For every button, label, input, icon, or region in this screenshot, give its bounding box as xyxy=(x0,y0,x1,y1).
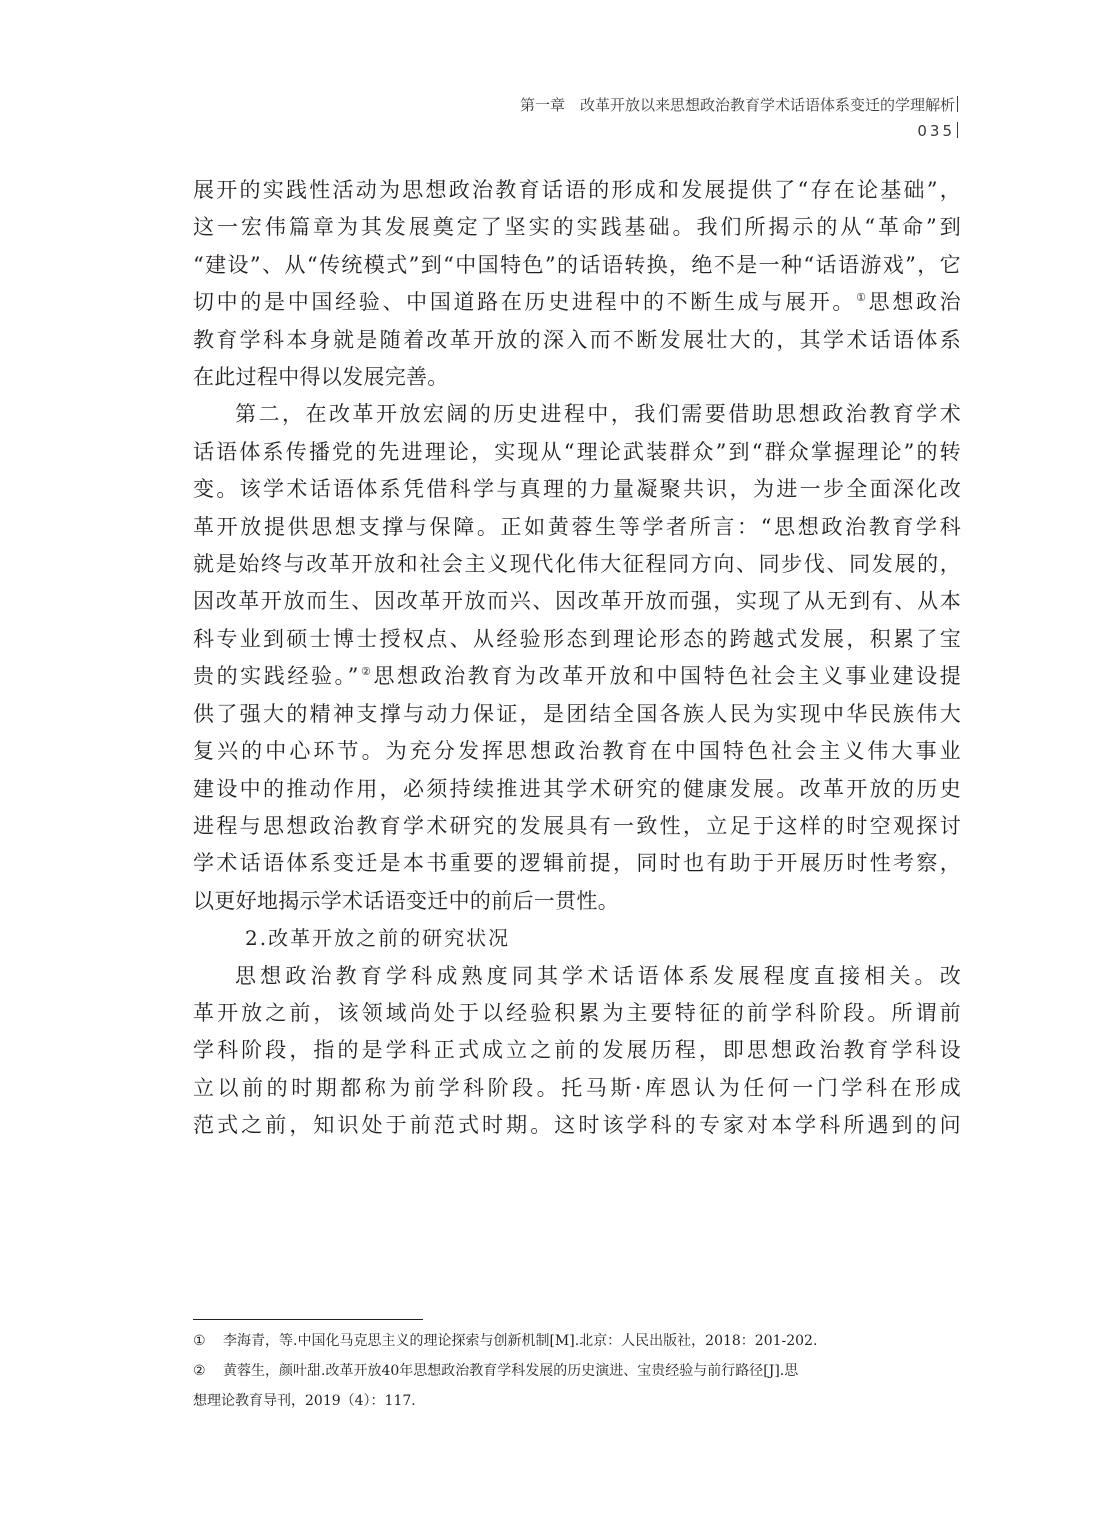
footnote-mark: ② xyxy=(193,1363,206,1379)
footnote-text: 李海青，等.中国化马克思主义的理论探索与创新机制[M].北京：人民出版社，2018：201-202. xyxy=(223,1333,818,1349)
running-head xyxy=(520,92,958,144)
text-line: 复兴的中心环节。为充分发挥思想政治教育在中国特色社会主义伟大事业 xyxy=(193,739,961,764)
footnote-1 xyxy=(193,1326,961,1356)
text-line: 第二，在改革开放宏阔的历史进程中，我们需要借助思想政治教育学术 xyxy=(235,402,961,427)
footnote-mark: ① xyxy=(193,1333,206,1349)
chapter-title: 第一章 改革开放以来思想政治教育学术话语体系变迁的学理解析 xyxy=(520,92,958,118)
text-line: 供了强大的精神支撑与动力保证，是团结全国各族人民为实现中华民族伟大 xyxy=(193,701,961,726)
text-line: 切中的是中国经验、中国道路在历史进程中的不断生成与展开。①思想政治 xyxy=(193,290,961,315)
footnote-text: 黄蓉生，颜叶甜.改革开放40年思想政治教育学科发展的历史演进、宝贵经验与前行路径[J].思 xyxy=(223,1363,799,1379)
text-line: 话语体系传播党的先进理论，实现从“理论武装群众”到“群众掌握理论”的转 xyxy=(193,439,961,464)
text-line: 范式之前，知识处于前范式时期。这时该学科的专家对本学科所遇到的问 xyxy=(193,1113,961,1138)
text-line: 就是始终与改革开放和社会主义现代化伟大征程同方向、同步伐、同发展的， xyxy=(193,552,961,577)
section-heading: 2.改革开放之前的研究状况 xyxy=(245,926,511,951)
text-line: 学科阶段，指的是学科正式成立之前的发展历程，即思想政治教育学科设 xyxy=(193,1038,961,1063)
paragraph-2 xyxy=(193,396,961,920)
text-line: 建设中的推动作用，必须持续推进其学术研究的健康发展。改革开放的历史 xyxy=(193,776,961,801)
text-line: 思想政治教育学科成熟度同其学术话语体系发展程度直接相关。改 xyxy=(235,963,961,988)
text-line: 革开放提供思想支撑与保障。正如黄蓉生等学者所言：“思想政治教育学科 xyxy=(193,514,961,539)
text-line: 进程与思想政治教育学术研究的发展具有一致性，立足于这样的时空观探讨 xyxy=(193,813,961,838)
page-number: 035 xyxy=(520,118,958,144)
footnote-ref-1[interactable]: ① xyxy=(856,291,869,305)
header-bar xyxy=(957,96,958,112)
footnote-ref-2[interactable]: ② xyxy=(358,665,374,679)
text-line: 在此过程中得以发展完善。 xyxy=(193,365,449,390)
text-line: 革开放之前，该领域尚处于以经验积累为主要特征的前学科阶段。所谓前 xyxy=(193,1000,961,1025)
text-line: 变。该学术话语体系凭借科学与真理的力量凝聚共识，为进一步全面深化改 xyxy=(193,477,961,502)
text-line: 以更好地揭示学术话语变迁中的前后一贯性。 xyxy=(193,888,619,913)
paragraph-3 xyxy=(193,958,961,1145)
footnote-rule xyxy=(193,1319,423,1320)
body-text xyxy=(193,172,961,1145)
text-line: 这一宏伟篇章为其发展奠定了坚实的实践基础。我们所揭示的从“革命”到 xyxy=(193,215,961,240)
text-line: 立以前的时期都称为前学科阶段。托马斯·库恩认为任何一门学科在形成 xyxy=(193,1075,961,1100)
text-line: 因改革开放而生、因改革开放而兴、因改革开放而强，实现了从无到有、从本 xyxy=(193,589,961,614)
footnotes xyxy=(193,1326,961,1416)
text-line: 学术话语体系变迁是本书重要的逻辑前提，同时也有助于开展历时性考察， xyxy=(193,851,961,876)
footnote-2 xyxy=(193,1356,961,1386)
text-line: 展开的实践性活动为思想政治教育话语的形成和发展提供了“存在论基础”， xyxy=(193,178,961,202)
footnote-2-continued: 想理论教育导刊，2019（4）：117. xyxy=(193,1393,416,1409)
text-line: 科专业到硕士博士授权点、从经验形态到理论形态的跨越式发展，积累了宝 xyxy=(193,626,961,651)
text-line: 贵的实践经验。”②思想政治教育为改革开放和中国特色社会主义事业建设提 xyxy=(193,664,961,689)
text-line: “建设”、从“传统模式”到“中国特色”的话语转换，绝不是一种“话语游戏”，它 xyxy=(193,252,961,277)
paragraph-1 xyxy=(193,172,961,396)
text-line: 教育学科本身就是随着改革开放的深入而不断发展壮大的，其学术话语体系 xyxy=(193,327,961,352)
page-number-bar xyxy=(957,122,958,138)
